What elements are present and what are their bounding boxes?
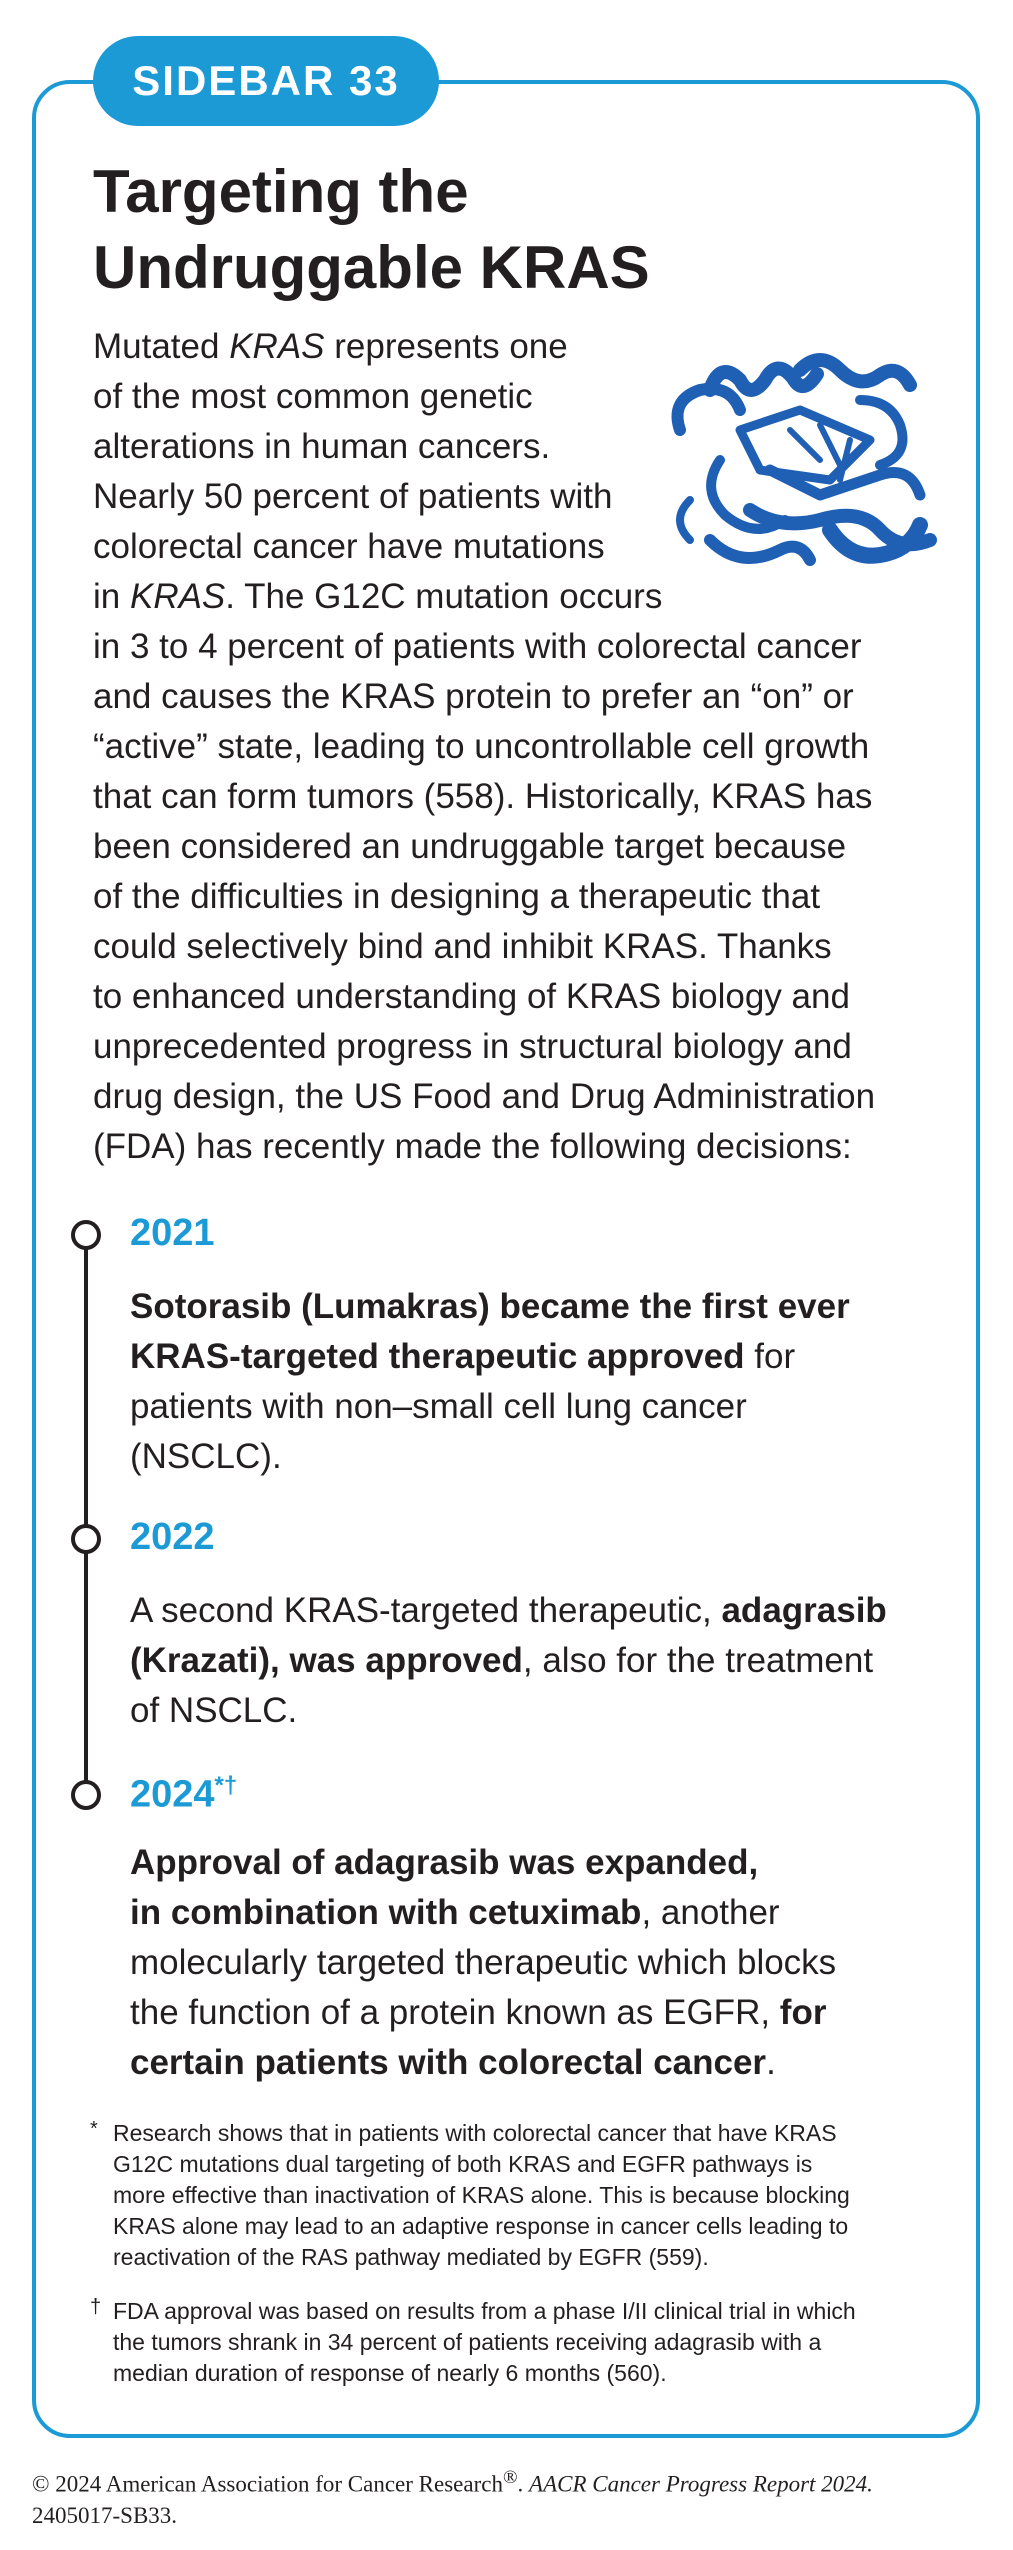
timeline-year: 2024*† — [130, 1772, 238, 1816]
intro-line: drug design, the US Food and Drug Administration — [93, 1077, 876, 1116]
intro-line: of the difficulties in designing a therapeutic that — [93, 877, 821, 916]
footnote-asterisk: * Research shows that in patients with colorectal cancer that have KRAS G12C mutations dual targeting of both KRAS and EGFR pathways is more effective than inactivation of KRAS alone. This is because blocking KRAS alone may lead to an adaptive response in cancer cells leading to reactivation of the RAS pathway mediated by EGFR (559). — [90, 2118, 850, 2270]
timeline-entry-2022: A second KRAS-targeted therapeutic, adagrasib (Krazati), was approved, also for the treatment of NSCLC. — [130, 1591, 887, 1730]
intro-line: Mutated KRAS represents one — [93, 327, 568, 366]
title-line: Targeting the — [93, 158, 469, 225]
intro-line: (FDA) has recently made the following decisions: — [93, 1127, 852, 1166]
intro-line: and causes the KRAS protein to prefer an “on” or — [93, 677, 854, 716]
title-line: Undruggable KRAS — [93, 234, 650, 301]
sidebar-badge: SIDEBAR 33 — [93, 36, 439, 126]
timeline-year: 2022 — [130, 1516, 215, 1558]
intro-line: of the most common genetic — [93, 377, 533, 416]
intro-line: that can form tumors (558). Historically, KRAS has — [93, 777, 873, 816]
intro-line: in 3 to 4 percent of patients with colorectal cancer — [93, 627, 862, 666]
intro-line: could selectively bind and inhibit KRAS. Thanks — [93, 927, 832, 966]
timeline-dot — [71, 1220, 101, 1250]
intro-line: “active” state, leading to uncontrollable cell growth — [93, 727, 870, 766]
page-title — [93, 154, 893, 306]
footnote-dagger: † FDA approval was based on results from a phase I/II clinical trial in which the tumors shrank in 34 percent of patients receiving adagrasib with a median duration of response of nearly 6 months (560). — [90, 2296, 856, 2386]
timeline-line — [84, 1232, 88, 1806]
timeline-dot — [71, 1780, 101, 1810]
timeline-year: 2021 — [130, 1212, 215, 1254]
intro-line: Nearly 50 percent of patients with — [93, 477, 613, 516]
intro-line: alterations in human cancers. — [93, 427, 551, 466]
timeline-dot — [71, 1524, 101, 1554]
intro-line: colorectal cancer have mutations — [93, 527, 605, 566]
intro-line: unprecedented progress in structural biology and — [93, 1027, 852, 1066]
intro-paragraph — [93, 322, 933, 1172]
intro-line: to enhanced understanding of KRAS biology and — [93, 977, 850, 1016]
copyright-notice: © 2024 American Association for Cancer Research®. AACR Cancer Progress Report 2024. 2405017-SB33. — [32, 2467, 873, 2528]
intro-line: in KRAS. The G12C mutation occurs — [93, 577, 663, 616]
timeline-entry-2021: Sotorasib (Lumakras) became the first ever KRAS-targeted therapeutic approved for patients with non–small cell lung cancer (NSCLC). — [130, 1287, 850, 1476]
timeline-entry-2024: Approval of adagrasib was expanded, in combination with cetuximab, another molecularly targeted therapeutic which blocks the function of a protein known as EGFR, for certain patients with colorectal cancer. — [130, 1843, 837, 2082]
intro-line: been considered an undruggable target because — [93, 827, 847, 866]
